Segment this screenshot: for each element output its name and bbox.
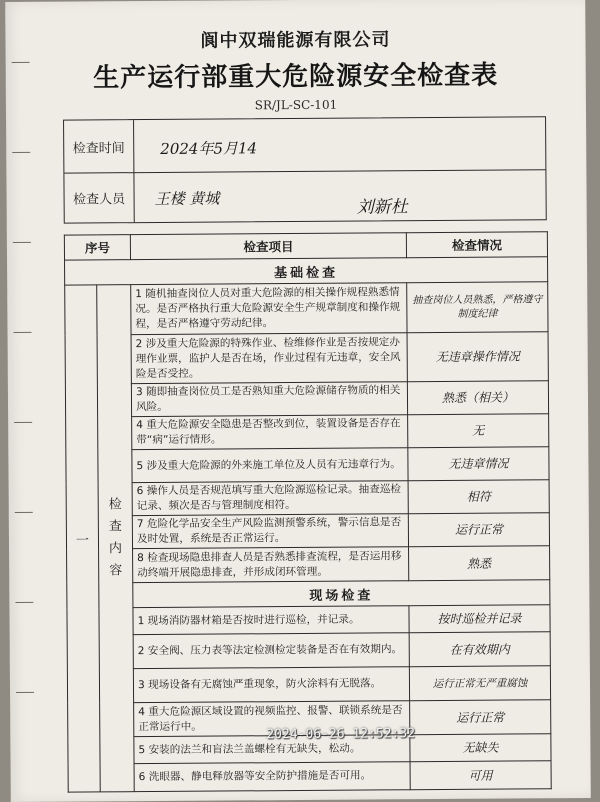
item-text: 2 涉及重大危险源的特殊作业、检维修作业是否按规定办理作业票，监护人是否在场，作业过程有无违章，安全风险是否受控。 — [131, 333, 407, 384]
col-header-item: 检查项目 — [130, 233, 406, 260]
inspection-time-label: 检查时间 — [64, 120, 134, 172]
item-text: 5 涉及重大危险源的外来施工单位及人员有无违章行为。 — [132, 448, 408, 483]
group-label: 检 查 内 容 — [97, 285, 135, 792]
photo-timestamp: 2024-06-26 12:52:32 — [266, 726, 416, 743]
section-site-check: 现场检查 — [133, 580, 550, 608]
inspectors-signature-1: 王楼 黄城 — [154, 189, 220, 208]
table-row — [67, 632, 550, 669]
item-text: 1 现场消防器材箱是否按时进行巡检，并记录。 — [133, 606, 409, 635]
item-result: 可用 — [410, 761, 551, 790]
info-box — [63, 116, 547, 223]
col-header-result: 检查情况 — [406, 232, 547, 258]
item-text: 4 重大危险源安全隐患是否整改到位，装置设备是否存在带“病”运行情形。 — [132, 415, 408, 450]
form-code: SR/JL-SC-101 — [254, 97, 338, 113]
item-text: 6 洗眼器、静电释放器等安全防护措施是否可用。 — [134, 762, 410, 792]
item-result: 熟悉（相关） — [407, 381, 548, 415]
table-row — [65, 332, 548, 384]
table-row — [67, 546, 550, 583]
document-page — [5, 0, 591, 802]
table-row — [66, 414, 549, 450]
item-result: 运行正常 — [410, 700, 551, 735]
table-header-row — [64, 232, 547, 260]
table-row — [67, 605, 550, 635]
item-text: 4 重大危险源区域设置的视频监控、报警、联锁系统是否正常运行中。 — [134, 701, 410, 737]
item-text: 2 安全阀、压力表等法定检测检定装备是否在有效期内。 — [133, 633, 409, 669]
item-result: 相符 — [408, 480, 549, 514]
item-result: 在有效期内 — [409, 632, 550, 667]
inspection-time-value: 2024年5月14 — [160, 139, 258, 158]
item-text: 6 操作人员是否规范填写重大危险源巡检记录。抽查巡检记录、频次是否与管理制度相符。 — [132, 481, 408, 516]
binder-edge — [5, 2, 61, 802]
table-row — [66, 513, 549, 549]
company-name: 阆中双瑞能源有限公司 — [200, 29, 391, 52]
item-result: 无违章操作情况 — [407, 332, 548, 382]
item-text: 3 现场设备有无腐蚀严重现象，防火涂料有无脱落。 — [133, 667, 409, 703]
item-result: 按时巡检并记录 — [409, 605, 550, 633]
item-result: 无缺失 — [410, 734, 551, 762]
item-result: 运行正常 — [408, 513, 549, 547]
group-number: 一 — [65, 285, 101, 792]
item-text: 3 随即抽查岗位员工是否熟知重大危险源储存物质的相关风险。 — [131, 382, 407, 417]
item-text: 5 安装的法兰和盲法兰盖螺栓有无缺失，松动。 — [134, 735, 410, 764]
item-text: 8 检查现场隐患排查人员是否熟悉排查流程，是否运用移动终端开展隐患排查，并形成闭环管理。 — [133, 547, 409, 583]
col-header-no: 序号 — [64, 235, 130, 260]
inspectors-row — [64, 169, 545, 222]
item-result: 运行正常无严重腐蚀 — [409, 666, 550, 701]
item-result: 抽查岗位人员熟悉，严格遵守制度纪律 — [407, 282, 548, 333]
inspectors-signature-2: 刘新杜 — [356, 197, 408, 218]
table-row — [65, 282, 548, 335]
inspectors-label: 检查人员 — [64, 172, 134, 222]
item-text: 1 随机抽查岗位人员对重大危险源的相关操作规程熟悉情况。是否严格执行重大危险源安全生产规章制度和操作规程，是否严格遵守劳动纪律。 — [131, 283, 407, 335]
table-row — [65, 381, 548, 417]
inspection-time-row — [64, 117, 545, 173]
inspection-table — [64, 231, 552, 792]
item-result: 无 — [408, 414, 549, 448]
item-result: 无违章情况 — [408, 447, 549, 481]
table-row — [68, 761, 551, 792]
section-basic-check: 基础检查 — [65, 257, 548, 285]
table-row — [67, 666, 550, 703]
table-row — [66, 480, 549, 516]
table-row — [66, 447, 549, 483]
item-result: 熟悉 — [409, 546, 550, 581]
item-text: 7 危险化学品安全生产风险监测预警系统，警示信息是否及时处置，系统是否正常运行。 — [132, 514, 408, 549]
form-title: 生产运行部重大危险源安全检查表 — [93, 60, 499, 94]
